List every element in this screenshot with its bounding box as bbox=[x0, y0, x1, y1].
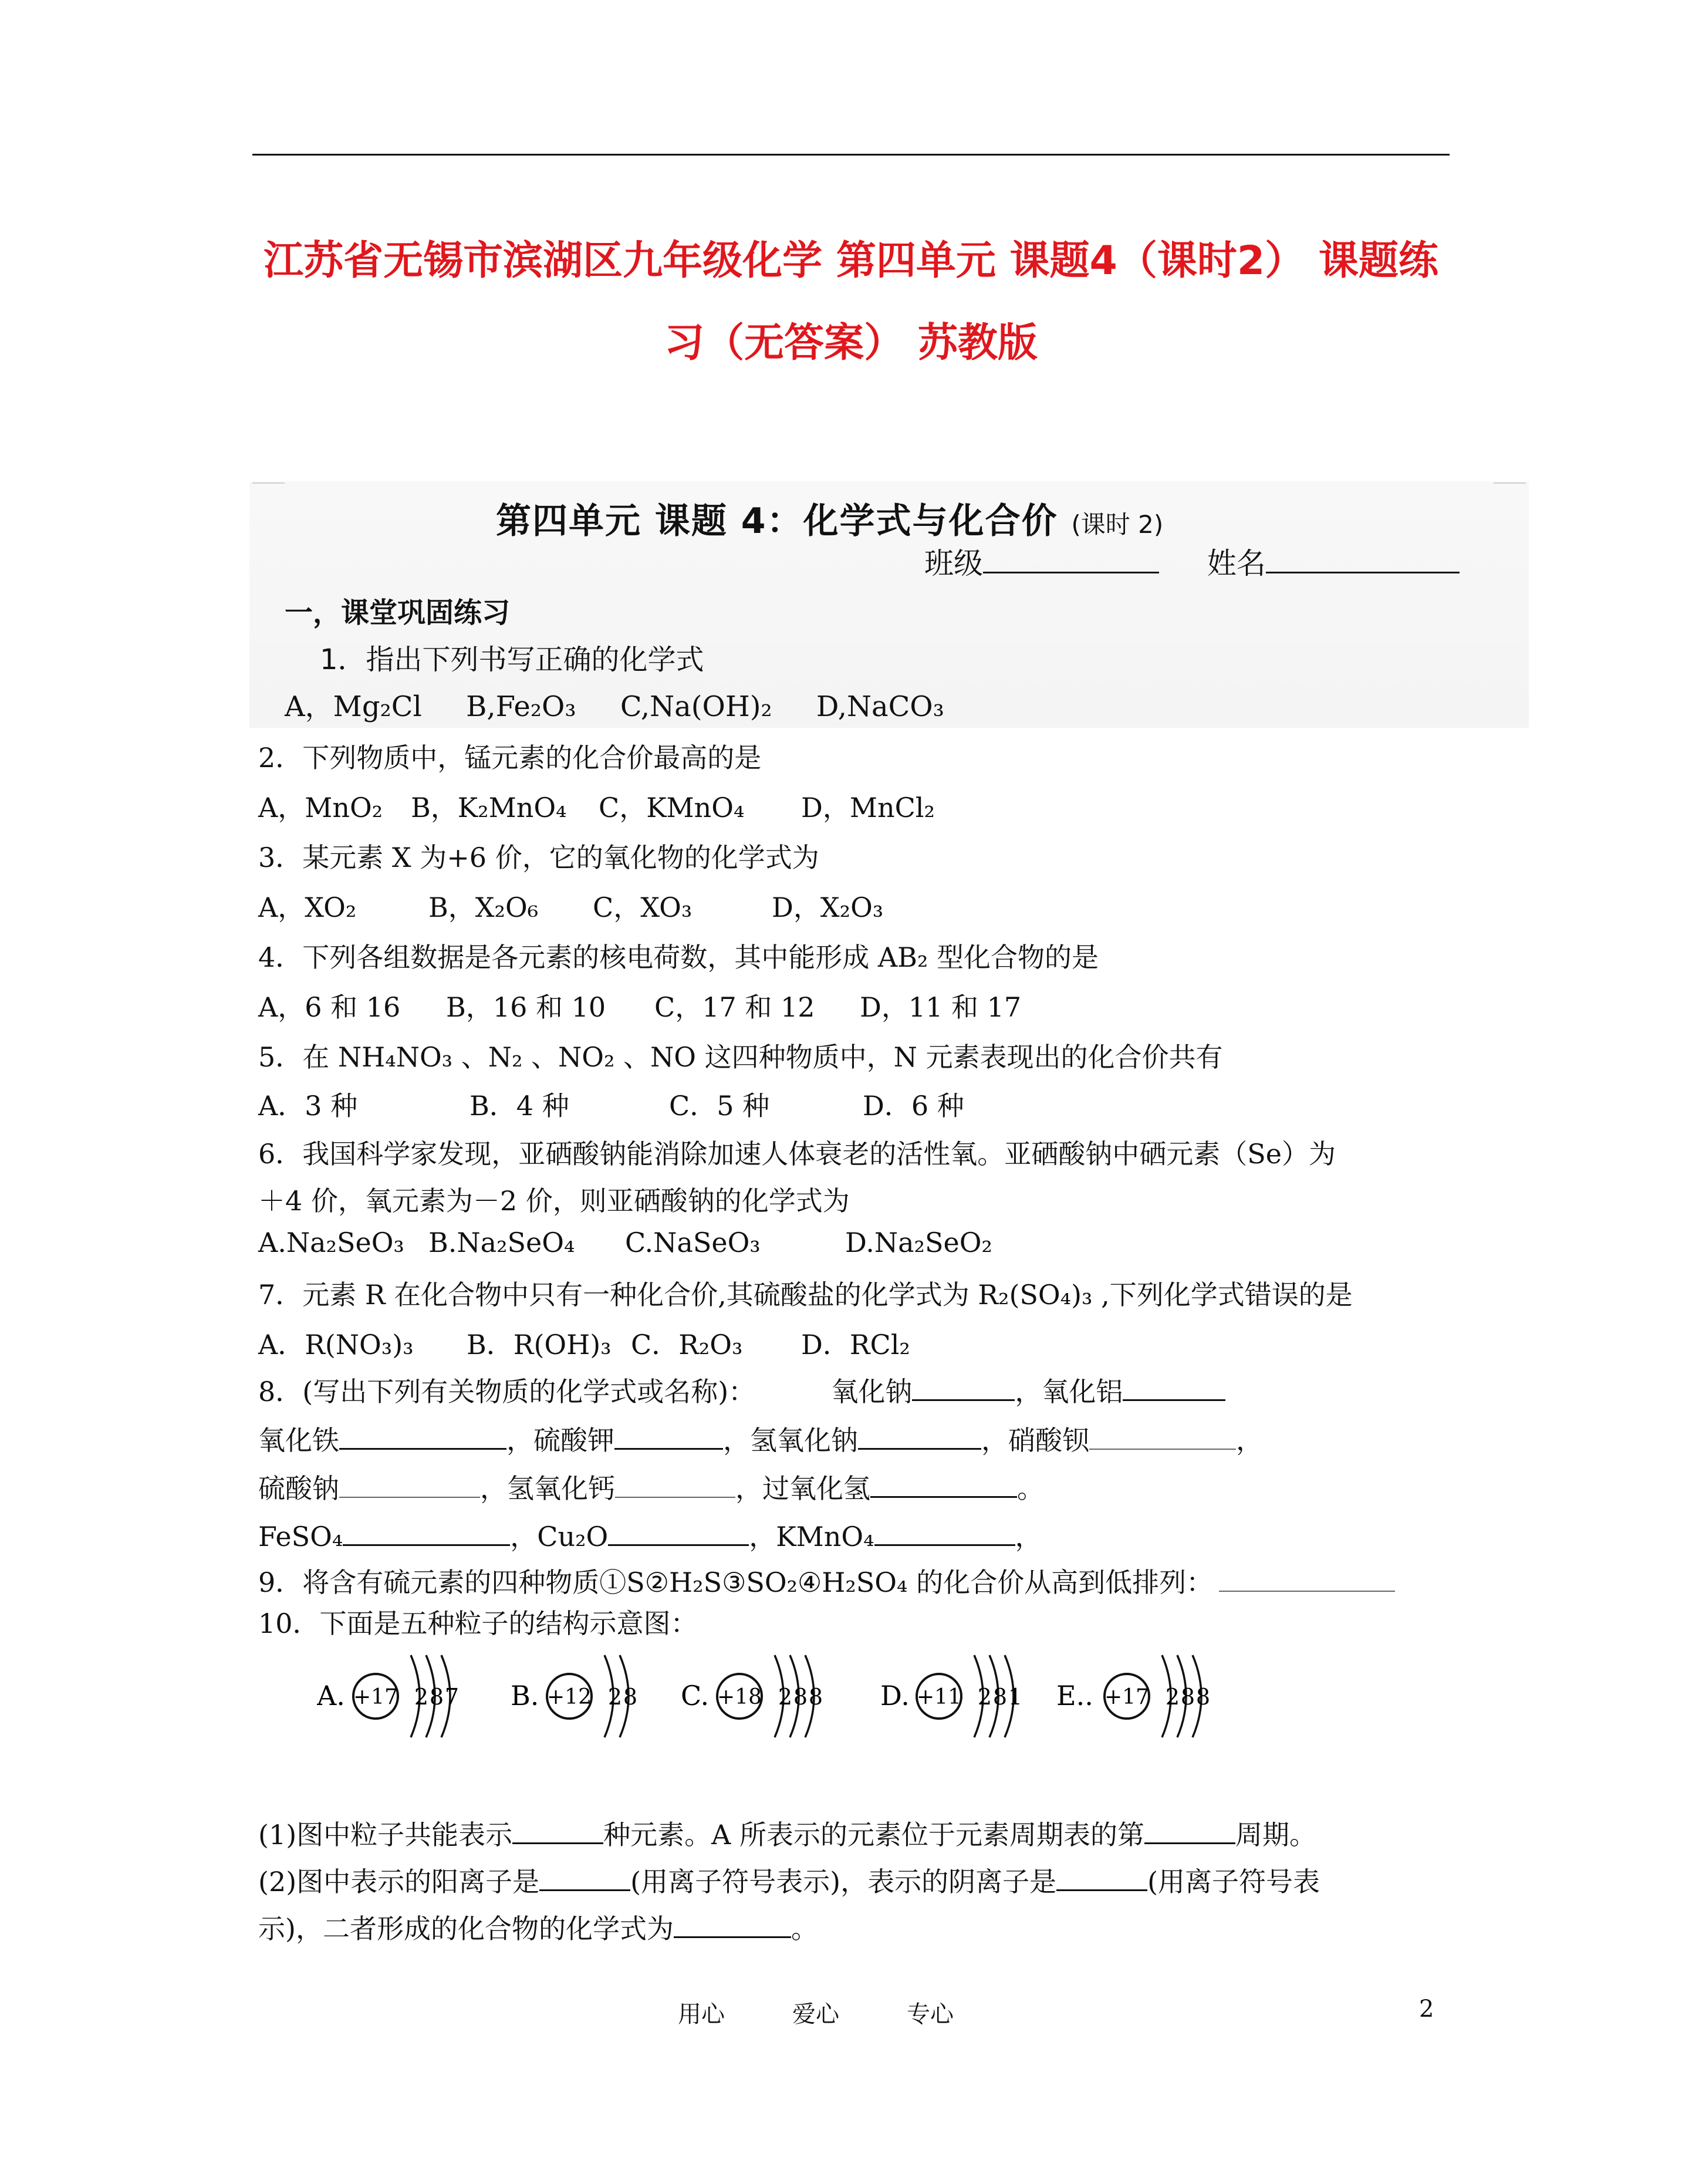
q10-2-text-e: 。 bbox=[791, 1913, 818, 1945]
blank-feso4[interactable] bbox=[343, 1520, 510, 1546]
q10-2-text-b: (用离子符号表示)，表示的阴离子是 bbox=[630, 1866, 1057, 1898]
shell-electron-count: 7 bbox=[444, 1684, 460, 1710]
option-a: A，XO₂ bbox=[258, 892, 357, 923]
edge-mark-left bbox=[252, 482, 285, 484]
question-1-options bbox=[285, 684, 979, 724]
q10-2-text-c: (用离子符号表 bbox=[1147, 1866, 1320, 1898]
shell-electron-count: 8 bbox=[1195, 1684, 1211, 1710]
nucleus-charge: +17 bbox=[1104, 1685, 1149, 1709]
particle-3 bbox=[880, 1655, 1022, 1737]
blank-kmno4[interactable] bbox=[874, 1520, 1015, 1546]
shell-electron-count: 8 bbox=[808, 1684, 823, 1710]
option-c: C,Na(OH)₂ bbox=[620, 690, 772, 723]
option-b: B，K₂MnO₄ bbox=[411, 792, 567, 823]
option-a: A．3 种 bbox=[258, 1090, 358, 1122]
option-d: D,NaCO₃ bbox=[816, 690, 944, 723]
q10-1-text-c: 周期。 bbox=[1235, 1819, 1317, 1851]
item-potassium-sulfate: 硫酸钾 bbox=[533, 1425, 614, 1456]
particle-label: A. bbox=[317, 1680, 345, 1712]
question-8-row3: 硫酸钠 ，氢氧化钙 ，过氧化氢 。 bbox=[258, 1473, 1044, 1504]
option-b: B，16 和 10 bbox=[446, 991, 606, 1023]
option-a: A，6 和 16 bbox=[258, 991, 401, 1023]
particle-label: C. bbox=[681, 1680, 710, 1712]
question-6-line1: 6．我国科学家发现，亚硒酸钠能消除加速人体衰老的活性氧。亚硒酸钠中硒元素（Se）为 bbox=[258, 1138, 1336, 1170]
question-10-part1 bbox=[258, 1814, 1316, 1852]
worksheet-heading-text: 第四单元 课题 4：化学式与化合价 bbox=[496, 501, 1058, 542]
option-d: D.Na₂SeO₂ bbox=[845, 1227, 992, 1258]
item-aluminum-oxide: 氧化铝 bbox=[1042, 1376, 1123, 1407]
question-10-part2-cont bbox=[258, 1908, 818, 1946]
option-b: B．4 种 bbox=[469, 1090, 569, 1122]
question-8-row2: 氧化铁 ，硫酸钾 ，氢氧化钠 ，硝酸钡 ， bbox=[258, 1425, 1263, 1456]
item-cu2o: Cu₂O bbox=[537, 1521, 609, 1552]
nucleus-charge: +11 bbox=[917, 1685, 961, 1709]
blank-sodium-hydroxide[interactable] bbox=[858, 1423, 981, 1450]
blank-cation[interactable] bbox=[539, 1865, 630, 1891]
particle-label: E.. bbox=[1056, 1680, 1093, 1712]
q10-2-text-a: (2)图中表示的阳离子是 bbox=[258, 1866, 540, 1898]
page-title-line2: 习（无答案） 苏教版 bbox=[664, 320, 1038, 366]
section-heading: 一，课堂巩固练习 bbox=[285, 596, 511, 629]
option-c: C.NaSeO₃ bbox=[625, 1227, 761, 1258]
blank-sodium-sulfate[interactable] bbox=[339, 1472, 480, 1498]
shell-electron-count: 8 bbox=[429, 1684, 444, 1710]
question-8-row4: FeSO₄ ，Cu₂O ，KMnO₄ ， bbox=[258, 1521, 1042, 1552]
shell-electron-count: 2 bbox=[607, 1684, 623, 1710]
option-a: A．R(NO₃)₃ bbox=[258, 1329, 414, 1361]
question-8-lead: 8．(写出下列有关物质的化学式或名称)： bbox=[258, 1376, 756, 1407]
footer-motto-3: 专心 bbox=[907, 2001, 954, 2028]
nucleus-charge: +12 bbox=[547, 1685, 592, 1709]
item-hydrogen-peroxide: 过氧化氢 bbox=[762, 1473, 870, 1504]
option-b: B.Na₂SeO₄ bbox=[428, 1227, 575, 1258]
item-sodium-hydroxide: 氢氧化钠 bbox=[750, 1425, 858, 1456]
question-10: 10．下面是五种粒子的结构示意图： bbox=[258, 1608, 698, 1639]
worksheet-heading-small: (课时 2) bbox=[1071, 510, 1164, 539]
particle-structure-diagrams bbox=[317, 1632, 1256, 1784]
question-3-options bbox=[258, 886, 883, 925]
particle-label: D. bbox=[880, 1680, 910, 1712]
particle-label: B. bbox=[511, 1680, 539, 1712]
particle-4 bbox=[1056, 1655, 1210, 1737]
shell-electron-count: 2 bbox=[414, 1684, 429, 1710]
shell-electron-count: 1 bbox=[1008, 1684, 1023, 1710]
option-c: C，KMnO₄ bbox=[599, 792, 745, 823]
name-label: 姓名 bbox=[1207, 546, 1266, 580]
item-kmno4: KMnO₄ bbox=[776, 1521, 874, 1552]
footer-motto-2: 爱心 bbox=[792, 2001, 839, 2028]
option-c: C，17 和 12 bbox=[654, 991, 815, 1023]
option-c: C，XO₃ bbox=[593, 892, 693, 923]
blank-aluminum-oxide[interactable] bbox=[1123, 1375, 1225, 1401]
option-a: A.Na₂SeO₃ bbox=[258, 1227, 404, 1258]
question-2: 2．下列物质中，锰元素的化合价最高的是 bbox=[258, 742, 762, 774]
blank-question-9[interactable] bbox=[1219, 1566, 1395, 1592]
shell-electron-count: 8 bbox=[793, 1684, 808, 1710]
option-d: D．RCl₂ bbox=[801, 1329, 910, 1361]
question-8-row1: 8．(写出下列有关物质的化学式或名称)： 氧化钠 ，氧化铝 bbox=[258, 1371, 1225, 1409]
class-label: 班级 bbox=[924, 546, 983, 580]
shell-electron-count: 8 bbox=[992, 1684, 1008, 1710]
blank-hydrogen-peroxide[interactable] bbox=[870, 1471, 1017, 1498]
option-b: B．R(OH)₃ bbox=[467, 1329, 612, 1361]
worksheet-header-image bbox=[249, 481, 1529, 728]
question-9-text: 9．将含有硫元素的四种物质①S②H₂S③SO₂④H₂SO₄ 的化合价从高到低排列： bbox=[258, 1567, 1214, 1598]
question-10-part2 bbox=[258, 1861, 1320, 1899]
question-6-options bbox=[258, 1227, 992, 1258]
option-c: C．R₂O₃ bbox=[631, 1329, 743, 1361]
nucleus-charge: +17 bbox=[353, 1685, 398, 1709]
question-5: 5．在 NH₄NO₃ 、N₂ 、NO₂ 、NO 这四种物质中，N 元素表现出的化合价共有 bbox=[258, 1041, 1223, 1073]
page-number: 2 bbox=[1419, 1996, 1434, 2023]
question-1: 1．指出下列书写正确的化学式 bbox=[320, 643, 704, 676]
q10-2-text-d: 示)，二者形成的化合物的化学式为 bbox=[258, 1913, 674, 1945]
option-a: A，Mg₂Cl bbox=[285, 690, 422, 723]
question-4-options bbox=[258, 986, 1021, 1025]
nucleus-charge: +18 bbox=[717, 1685, 762, 1709]
shell-electron-count: 2 bbox=[977, 1684, 992, 1710]
blank-sodium-oxide[interactable] bbox=[912, 1375, 1015, 1401]
item-feso4: FeSO₄ bbox=[258, 1521, 343, 1552]
header-rule bbox=[252, 154, 1450, 156]
option-d: D，MnCl₂ bbox=[801, 792, 935, 823]
item-calcium-hydroxide: 氢氧化钙 bbox=[507, 1473, 615, 1504]
blank-cu2o[interactable] bbox=[608, 1520, 749, 1546]
blank-calcium-hydroxide[interactable] bbox=[615, 1472, 735, 1498]
class-name-line bbox=[924, 540, 1460, 582]
question-4: 4．下列各组数据是各元素的核电荷数，其中能形成 AB₂ 型化合物的是 bbox=[258, 941, 1099, 973]
option-d: D．6 种 bbox=[863, 1090, 964, 1122]
option-d: D，11 和 17 bbox=[860, 991, 1022, 1023]
page-title-line1: 江苏省无锡市滨湖区九年级化学 第四单元 课题4（课时2） 课题练 bbox=[264, 238, 1438, 284]
name-blank[interactable] bbox=[1266, 572, 1460, 573]
item-barium-nitrate: 硝酸钡 bbox=[1008, 1425, 1089, 1456]
particle-2 bbox=[681, 1655, 823, 1737]
item-sodium-oxide: 氧化钠 bbox=[831, 1376, 913, 1407]
shell-electron-count: 2 bbox=[1165, 1684, 1180, 1710]
item-iron-oxide: 氧化铁 bbox=[258, 1425, 339, 1456]
q10-1-text-a: (1)图中粒子共能表示 bbox=[258, 1819, 513, 1851]
option-c: C．5 种 bbox=[669, 1090, 770, 1122]
blank-potassium-sulfate[interactable] bbox=[614, 1423, 723, 1450]
question-5-options bbox=[258, 1085, 964, 1123]
blank-barium-nitrate[interactable] bbox=[1089, 1424, 1236, 1450]
class-blank[interactable] bbox=[983, 572, 1159, 573]
question-2-options bbox=[258, 786, 935, 825]
blank-iron-oxide[interactable] bbox=[339, 1423, 506, 1450]
blank-element-count[interactable] bbox=[512, 1818, 603, 1844]
question-6-line2: ＋4 价，氧元素为－2 价，则亚硒酸钠的化学式为 bbox=[258, 1185, 850, 1217]
q10-1-text-b: 种元素。A 所表示的元素位于元素周期表的第 bbox=[603, 1819, 1145, 1851]
option-a: A，MnO₂ bbox=[258, 792, 383, 823]
option-b: B,Fe₂O₃ bbox=[466, 690, 576, 723]
question-3: 3．某元素 X 为+6 价，它的氧化物的化学式为 bbox=[258, 842, 819, 873]
question-9 bbox=[258, 1561, 1395, 1600]
blank-compound-formula[interactable] bbox=[674, 1912, 791, 1938]
edge-mark-right bbox=[1494, 482, 1526, 484]
footer-motto-1: 用心 bbox=[678, 2001, 725, 2028]
worksheet-heading bbox=[496, 493, 1163, 544]
shell-electron-count: 2 bbox=[778, 1684, 793, 1710]
option-d: D，X₂O₃ bbox=[772, 892, 884, 923]
blank-period[interactable] bbox=[1144, 1818, 1235, 1844]
question-7-options bbox=[258, 1324, 910, 1362]
question-7: 7．元素 R 在化合物中只有一种化合价,其硫酸盐的化学式为 R₂(SO₄)₃ ,下列化学式错误的是 bbox=[258, 1279, 1353, 1311]
particle-1 bbox=[511, 1655, 637, 1737]
particle-0 bbox=[317, 1655, 459, 1737]
shell-electron-count: 8 bbox=[623, 1684, 638, 1710]
item-sodium-sulfate: 硫酸钠 bbox=[258, 1473, 339, 1504]
shell-electron-count: 8 bbox=[1180, 1684, 1195, 1710]
option-b: B，X₂O₆ bbox=[428, 892, 539, 923]
blank-anion[interactable] bbox=[1056, 1865, 1147, 1891]
